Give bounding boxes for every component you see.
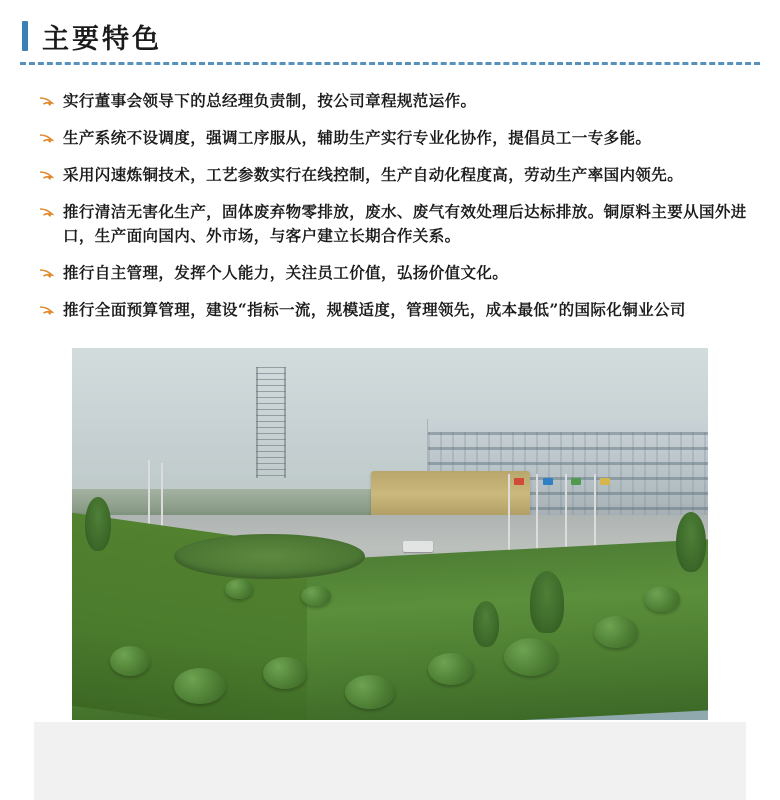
section-header <box>0 0 780 55</box>
list-item <box>38 261 750 285</box>
list-item <box>38 126 750 150</box>
photo-flag <box>600 478 610 485</box>
photo-flag <box>543 478 553 485</box>
photo-canvas <box>72 348 708 720</box>
photo-shrub <box>428 653 474 685</box>
factory-campus-photo <box>72 348 708 720</box>
photo-car <box>403 541 433 552</box>
page-title: 主要特色 <box>42 23 162 55</box>
vertical-bar-icon <box>22 21 28 51</box>
arrow-bullet-icon <box>38 169 54 185</box>
photo-flag <box>571 478 581 485</box>
photo-shrub <box>225 579 253 599</box>
list-item-label: 推行全面预算管理，建设“指标一流，规模适度，管理领先，成本最低”的国际化铜业公司 <box>63 300 686 320</box>
photo-shrub <box>301 586 331 606</box>
photo-conifer-tree <box>473 601 499 647</box>
list-item-label: 生产系统不设调度，强调工序服从，辅助生产实行专业化协作，提倡员工一专多能。 <box>63 128 652 148</box>
list-item <box>38 89 750 113</box>
list-item <box>38 163 750 187</box>
photo-conifer-tree <box>676 512 706 572</box>
arrow-bullet-icon <box>38 206 54 222</box>
list-item-label: 推行自主管理，发挥个人能力，关注员工价值，弘扬价值文化。 <box>63 263 509 283</box>
photo-central-hedge-island <box>174 534 365 579</box>
photo-shrub <box>174 668 226 704</box>
list-item-label: 推行清洁无害化生产，固体废弃物零排放，废水、废气有效处理后达标排放。铜原料主要从国外进口，生产面向国内、外市场，与客户建立长期合作关系。 <box>63 202 747 246</box>
arrow-bullet-icon <box>38 267 54 283</box>
photo-conifer-tree <box>530 571 564 633</box>
arrow-bullet-icon <box>38 132 54 148</box>
photo-conifer-tree <box>85 497 111 551</box>
list-item <box>38 298 750 322</box>
feature-list <box>0 89 780 322</box>
photo-shrub <box>110 646 150 676</box>
arrow-bullet-icon <box>38 95 54 111</box>
photo-shrub <box>594 616 638 648</box>
list-item <box>38 200 750 248</box>
list-item-label: 采用闪速炼铜技术，工艺参数实行在线控制，生产自动化程度高，劳动生产率国内领先。 <box>63 165 684 185</box>
footer-band <box>34 722 746 800</box>
photo-lattice-tower <box>256 367 285 479</box>
dashed-divider <box>20 62 760 67</box>
arrow-bullet-icon <box>38 304 54 320</box>
list-item-label: 实行董事会领导下的总经理负责制，按公司章程规范运作。 <box>63 91 477 110</box>
photo-flag <box>514 478 524 485</box>
photo-shrub <box>263 657 307 689</box>
